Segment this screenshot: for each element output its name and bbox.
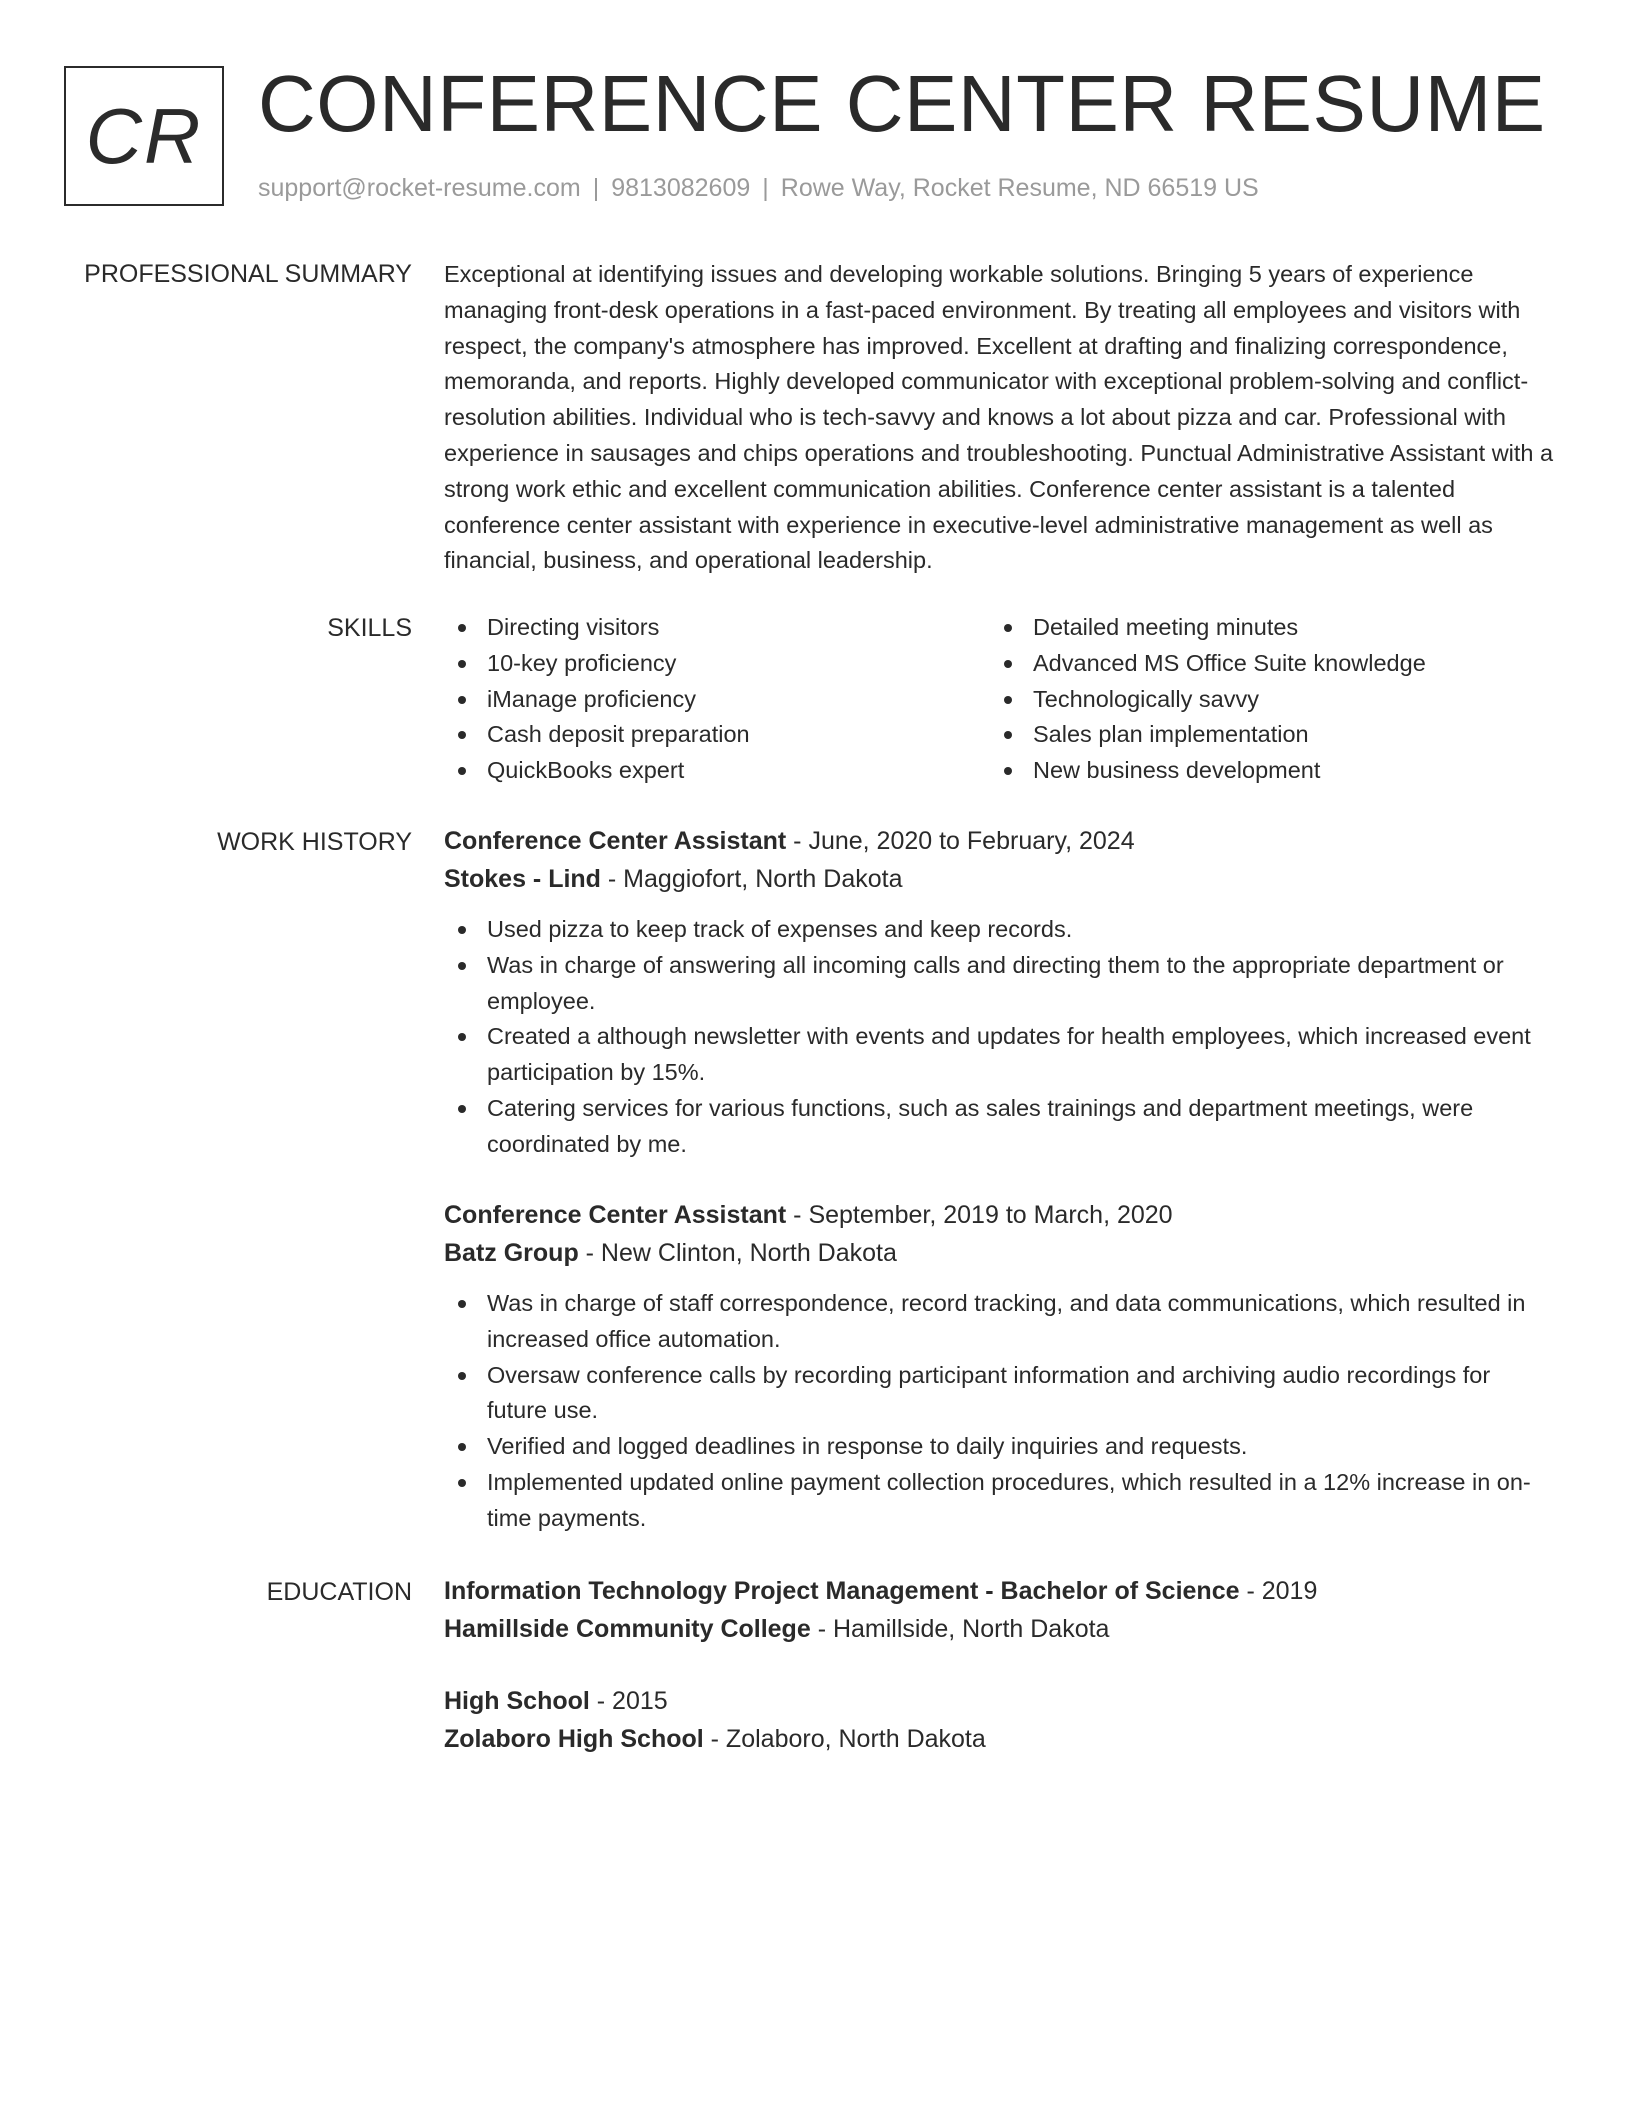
monogram-logo [64, 66, 224, 206]
monogram-text: CR [85, 91, 203, 180]
job-bullet: Verified and logged deadlines in response to daily inquiries and requests. [444, 1429, 1554, 1465]
contact-separator: | [762, 174, 769, 202]
job-entry [444, 1196, 1554, 1537]
education-year: - 2015 [589, 1687, 668, 1715]
education-entry [444, 1682, 1554, 1758]
job-company-line [444, 1234, 1554, 1272]
skills-list-left [444, 610, 990, 789]
skills-label: SKILLS [327, 614, 412, 642]
skill-item: Sales plan implementation [990, 717, 1536, 753]
job-bullet: Was in charge of staff correspondence, record tracking, and data communications, which resulted in increased office automation. [444, 1286, 1554, 1358]
skill-item: Cash deposit preparation [444, 717, 990, 753]
education-school: Zolaboro High School [444, 1725, 704, 1753]
education-year: - 2019 [1239, 1577, 1318, 1605]
job-bullet: Used pizza to keep track of expenses and keep records. [444, 912, 1554, 948]
skills-content [444, 610, 1554, 789]
skill-item: New business development [990, 753, 1536, 789]
education-school-line [444, 1610, 1554, 1648]
job-company-line [444, 860, 1554, 898]
job-location: - Maggiofort, North Dakota [600, 865, 903, 893]
skill-item: QuickBooks expert [444, 753, 990, 789]
job-bullet: Implemented updated online payment collection procedures, which resulted in a 12% increase in on-time payments. [444, 1465, 1554, 1537]
skill-item: Detailed meeting minutes [990, 610, 1536, 646]
skill-item: Technologically savvy [990, 682, 1536, 718]
education-degree: High School [444, 1687, 590, 1715]
job-company: Stokes - Lind [444, 865, 601, 893]
job-bullets [444, 1286, 1554, 1537]
education-location: - Zolaboro, North Dakota [703, 1725, 986, 1753]
contact-email[interactable]: support@rocket-resume.com [258, 174, 581, 202]
education-school-line [444, 1720, 1554, 1758]
summary-text: Exceptional at identifying issues and developing workable solutions. Bringing 5 years of experience managing front-desk operations in a fast-paced environment. By treating all employees and visitors with respect, the company's atmosphere has improved. Excellent at drafting and finalizing correspondence, memoranda, and reports. Highly developed communicator with exceptional problem-solving and conflict-resolution abilities. Individual who is tech-savvy and knows a lot about pizza and car. Professional with experience in sausages and chips operations and troubleshooting. Punctual Administrative Assistant with a strong work ethic and excellent communication abilities. Conference center assistant is a talented conference center assistant with experience in executive-level administrative management as well as financial, business, and operational leadership. [444, 261, 1554, 574]
resume-title: CONFERENCE CENTER RESUME [258, 59, 1546, 148]
job-bullets [444, 912, 1554, 1163]
job-bullet: Catering services for various functions, such as sales trainings and department meetings, were coordinated by me. [444, 1091, 1554, 1163]
job-dates: - September, 2019 to March, 2020 [786, 1201, 1173, 1229]
job-bullet: Created a although newsletter with events and updates for health employees, which increased event participation by 15%. [444, 1019, 1554, 1091]
contact-separator: | [592, 174, 600, 202]
job-title: Conference Center Assistant [444, 827, 787, 855]
job-bullet: Oversaw conference calls by recording participant information and archiving audio recordings for future use. [444, 1358, 1554, 1430]
contact-line [258, 174, 1259, 203]
education-degree: Information Technology Project Management - Bachelor of Science [444, 1577, 1240, 1605]
education-degree-line [444, 1572, 1554, 1610]
job-location: - New Clinton, North Dakota [578, 1239, 897, 1267]
skill-item: iManage proficiency [444, 682, 990, 718]
job-company: Batz Group [444, 1239, 579, 1267]
education-entry [444, 1572, 1554, 1648]
job-title: Conference Center Assistant [444, 1201, 787, 1229]
education-degree-line [444, 1682, 1554, 1720]
job-title-line [444, 1196, 1554, 1234]
work-label: WORK HISTORY [217, 828, 412, 856]
skills-list-right [990, 610, 1536, 789]
contact-phone[interactable]: 9813082609 [611, 174, 751, 202]
education-location: - Hamillside, North Dakota [810, 1615, 1110, 1643]
education-label: EDUCATION [266, 1578, 412, 1606]
job-bullet: Was in charge of answering all incoming calls and directing them to the appropriate department or employee. [444, 948, 1554, 1020]
skill-item: 10-key proficiency [444, 646, 990, 682]
job-title-line [444, 822, 1554, 860]
education-school: Hamillside Community College [444, 1615, 811, 1643]
skill-item: Directing visitors [444, 610, 990, 646]
summary-label: PROFESSIONAL SUMMARY [84, 260, 412, 288]
job-dates: - June, 2020 to February, 2024 [786, 827, 1135, 855]
summary-content [444, 257, 1554, 579]
contact-address: Rowe Way, Rocket Resume, ND 66519 US [780, 174, 1259, 202]
job-entry [444, 822, 1554, 1163]
skill-item: Advanced MS Office Suite knowledge [990, 646, 1536, 682]
